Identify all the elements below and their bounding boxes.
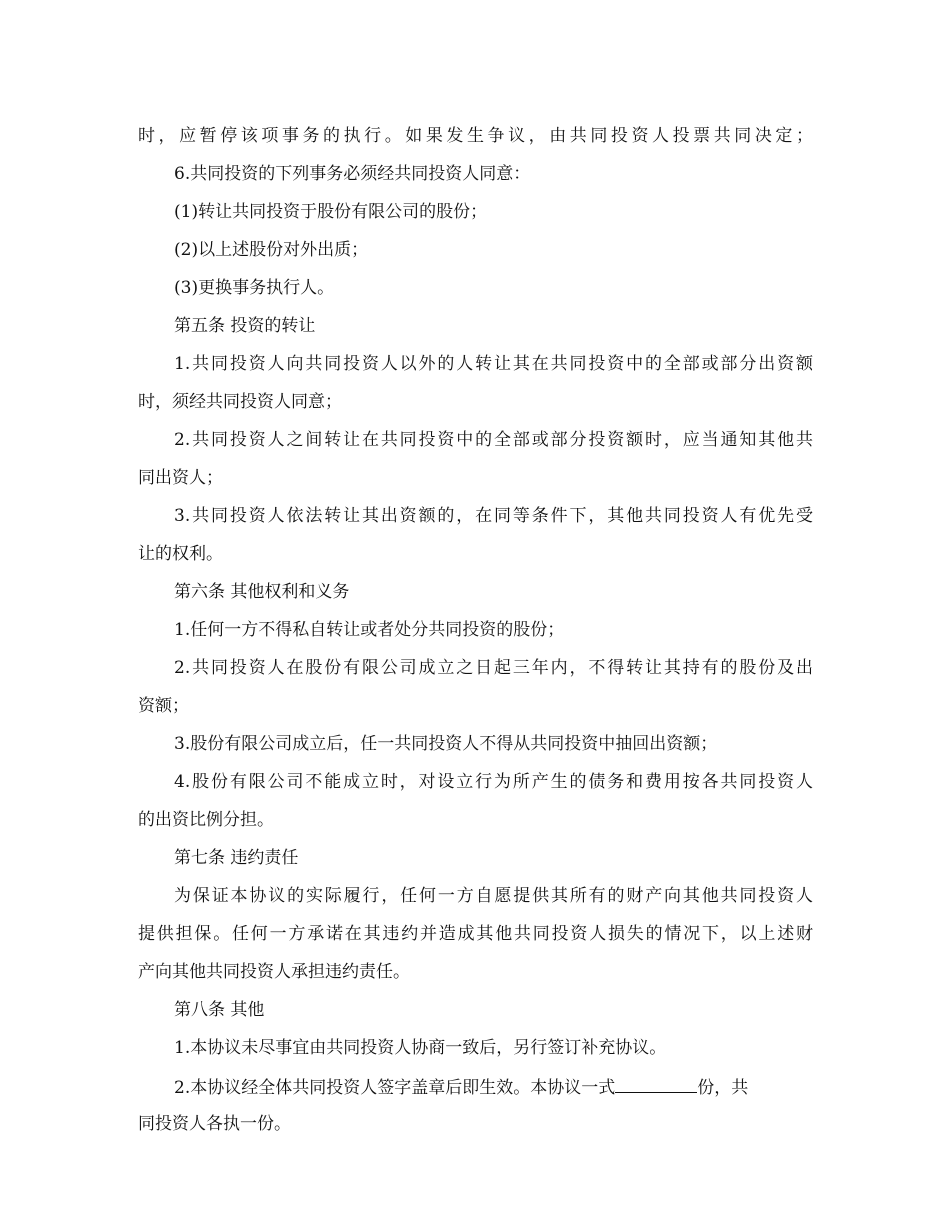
document-body [138, 126, 813, 1152]
paragraph-line: 让的权利。 [138, 544, 223, 564]
paragraph-line-with-blank [138, 1076, 813, 1097]
clause-6-item-2: (2)以上述股份对外出质； [174, 240, 369, 260]
paragraph-line: 2.共同投资人在股份有限公司成立之日起三年内，不得转让其持有的股份及出 [174, 658, 813, 678]
paragraph-line: 时，须经共同投资人同意； [138, 392, 342, 412]
paragraph-line: 时，应暂停该项事务的执行。如果发生争议，由共同投资人投票共同决定； [138, 126, 813, 146]
paragraph-text: 2.本协议经全体共同投资人签字盖章后即生效。本协议一式 [174, 1078, 616, 1097]
paragraph-line: 1.本协议未尽事宜由共同投资人协商一致后，另行签订补充协议。 [174, 1038, 667, 1058]
clause-6-item-3: (3)更换事务执行人。 [174, 278, 335, 298]
paragraph-line: 资额； [138, 696, 189, 716]
paragraph-line: 4.股份有限公司不能成立时，对设立行为所产生的债务和费用按各共同投资人 [174, 772, 813, 792]
article-5-title: 第五条 投资的转让 [174, 316, 316, 336]
article-6-title: 第六条 其他权利和义务 [174, 582, 350, 602]
fill-in-blank[interactable] [615, 1076, 697, 1093]
clause-6-item-1: (1)转让共同投资于股份有限公司的股份； [174, 202, 488, 222]
paragraph-line: 同出资人； [138, 468, 223, 488]
paragraph-line: 提供担保。任何一方承诺在其违约并造成其他共同投资人损失的情况下，以上述财 [138, 924, 813, 944]
article-7-title: 第七条 违约责任 [174, 848, 299, 868]
paragraph-line: 的出资比例分担。 [138, 810, 274, 830]
paragraph-line: 3.共同投资人依法转让其出资额的，在同等条件下，其他共同投资人有优先受 [174, 506, 813, 526]
paragraph-line: 3.股份有限公司成立后，任一共同投资人不得从共同投资中抽回出资额； [174, 734, 718, 754]
paragraph-text: 份，共 [697, 1078, 749, 1097]
paragraph-line: 1.共同投资人向共同投资人以外的人转让其在共同投资中的全部或部分出资额 [174, 354, 813, 374]
paragraph-line: 产向其他共同投资人承担违约责任。 [138, 962, 410, 982]
paragraph-line: 1.任何一方不得私自转让或者处分共同投资的股份； [174, 620, 565, 640]
paragraph-line: 2.共同投资人之间转让在共同投资中的全部或部分投资额时，应当通知其他共 [174, 430, 813, 450]
paragraph-line: 为保证本协议的实际履行，任何一方自愿提供其所有的财产向其他共同投资人 [174, 886, 813, 906]
paragraph-line: 同投资人各执一份。 [138, 1114, 291, 1134]
article-8-title: 第八条 其他 [174, 1000, 265, 1020]
clause-6-heading: 6.共同投资的下列事务必须经共同投资人同意： [174, 164, 531, 184]
